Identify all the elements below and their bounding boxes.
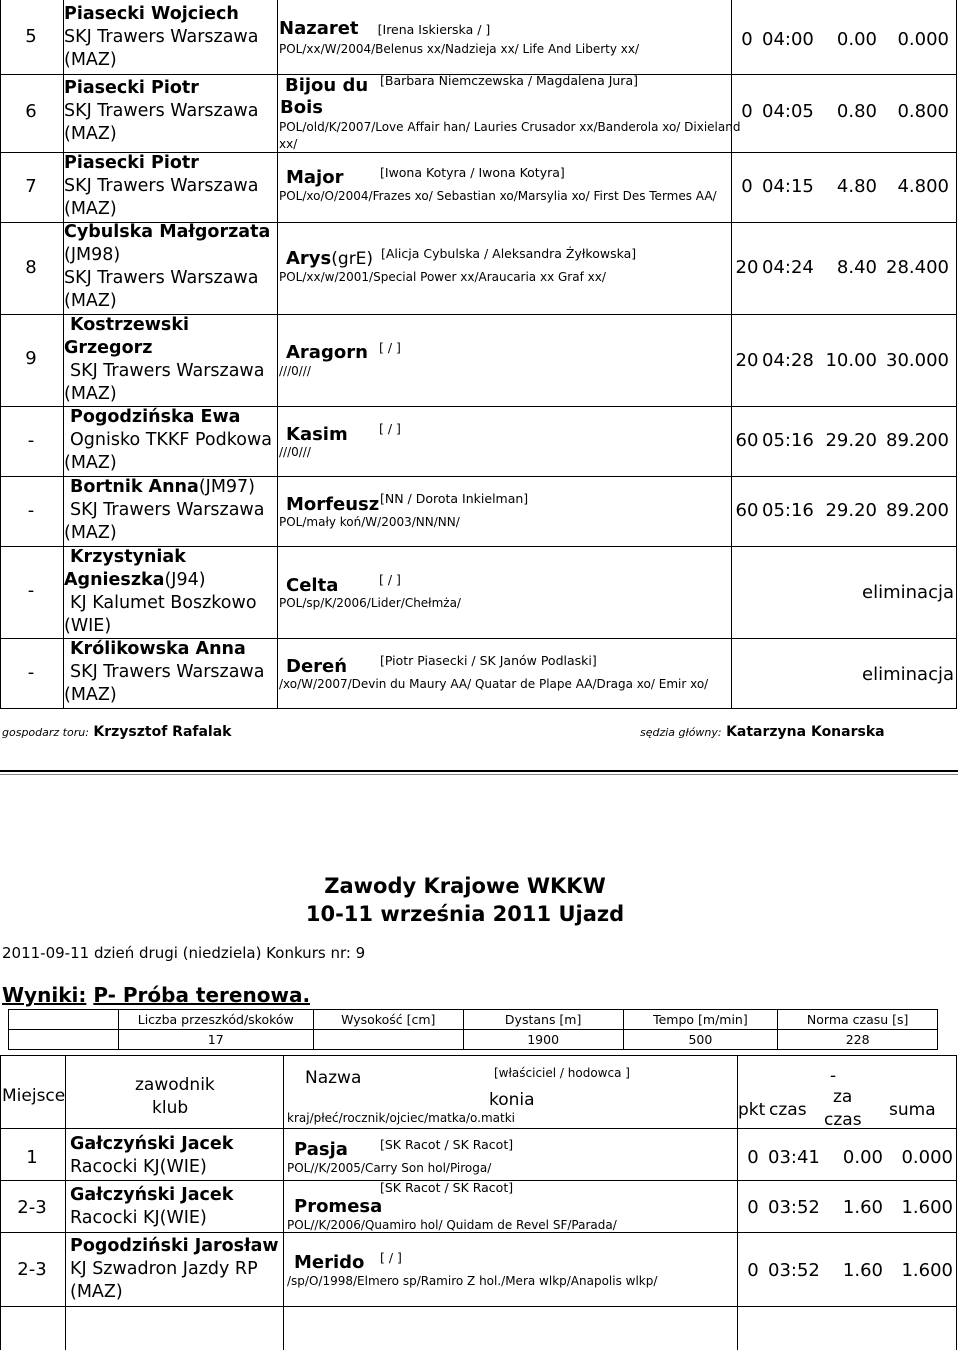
- place: 1: [26, 1147, 38, 1168]
- rider-region: (MAZ): [64, 523, 117, 543]
- results-heading: [2, 983, 310, 1007]
- rider-region: (MAZ): [64, 384, 117, 404]
- param-header: Dystans [m]: [463, 1010, 623, 1030]
- time-penalty: 29.20: [825, 430, 877, 451]
- rider-club: SKJ Trawers Warszawa: [70, 500, 265, 520]
- horse-owner: [Barbara Niemczewska / Magdalena Jura]: [380, 73, 638, 88]
- total: 89.200: [886, 500, 949, 521]
- horse-pedigree: POL/xx/w/2001/Special Power xx/Araucaria xx Graf xx/: [279, 270, 606, 284]
- time: 05:16: [762, 430, 814, 451]
- header-rider: zawodnik: [135, 1075, 215, 1095]
- horse-name: Promesa: [294, 1196, 383, 1217]
- points: 0: [747, 1260, 759, 1281]
- rider-name: Piasecki Wojciech: [64, 4, 239, 24]
- rider-name: Pogodzińska Ewa: [70, 407, 241, 427]
- time-penalty: 0.80: [836, 101, 877, 122]
- horse-owner: [SK Racot / SK Racot]: [380, 1180, 514, 1195]
- horse-name: Celta: [286, 575, 339, 596]
- rider-name: Piasecki Piotr: [64, 153, 199, 173]
- horse-name: Nazaret: [279, 18, 359, 39]
- rider-name-line2: Agnieszka: [64, 570, 165, 590]
- header-horse-name: Nazwa: [305, 1068, 362, 1088]
- rider-cell: [64, 638, 274, 707]
- time-penalty: 10.00: [825, 350, 877, 371]
- rider-club: SKJ Trawers Warszawa: [64, 27, 259, 47]
- rider-club: Ognisko TKKF Podkowa: [70, 430, 273, 450]
- judge-name: Katarzyna Konarska: [726, 724, 885, 740]
- horse-name: Aragorn: [286, 342, 368, 363]
- horse-name: [286, 248, 373, 269]
- rider-name: Gałczyński Jacek: [70, 1134, 234, 1154]
- rider-club: SKJ Trawers Warszawa: [64, 101, 259, 121]
- horse-pedigree: ///0///: [279, 364, 311, 378]
- param-header: Wysokość [cm]: [313, 1010, 463, 1030]
- horse-owner: [NN / Dorota Inkielman]: [380, 491, 529, 506]
- result-cell: [738, 1147, 960, 1168]
- param-value: 17: [118, 1030, 313, 1050]
- points: 60: [735, 500, 759, 521]
- param-value: [313, 1030, 463, 1050]
- horse-pedigree: POL/sp/K/2006/Lider/Chełmża/: [279, 596, 461, 610]
- rider-club: SKJ Trawers Warszawa: [70, 361, 265, 381]
- time: 04:00: [762, 29, 814, 50]
- result-cell: [732, 500, 957, 521]
- header-za: za: [833, 1087, 853, 1107]
- results-name: P- Próba terenowa.: [93, 983, 311, 1007]
- rider-name: Kostrzewski: [70, 315, 189, 335]
- horse-name: Morfeusz: [286, 494, 380, 515]
- param-value: 500: [623, 1030, 778, 1050]
- rider-cell: [64, 77, 274, 146]
- horse-name-text: Arys: [286, 248, 332, 269]
- rider-cell: [64, 221, 274, 313]
- horse-owner: [ / ]: [379, 572, 401, 587]
- rider-region: (MAZ): [64, 50, 117, 70]
- place: 6: [25, 101, 37, 122]
- header-penalty-time: czas: [824, 1110, 862, 1130]
- rider-region: (MAZ): [70, 1282, 123, 1302]
- result-eliminated: eliminacja: [862, 664, 954, 685]
- time-penalty: 4.80: [836, 176, 877, 197]
- page-separator: [0, 770, 958, 772]
- rider-club: SKJ Trawers Warszawa: [64, 268, 259, 288]
- result-cell: [738, 1260, 960, 1281]
- time-penalty: 29.20: [825, 500, 877, 521]
- time: 04:15: [762, 176, 814, 197]
- rider-name: Królikowska Anna: [70, 639, 246, 659]
- horse-pedigree: POL//K/2005/Carry Son hol/Piroga/: [287, 1161, 492, 1175]
- total: 1.600: [901, 1260, 953, 1281]
- host-name: Krzysztof Rafalak: [93, 724, 232, 740]
- place: 5: [25, 26, 37, 47]
- points: 0: [741, 101, 753, 122]
- rider-club: KJ Kalumet Boszkowo: [70, 593, 257, 613]
- horse-name: Pasja: [294, 1139, 348, 1160]
- points: 0: [741, 176, 753, 197]
- points: 60: [735, 430, 759, 451]
- total: 0.000: [897, 29, 949, 50]
- place: -: [27, 430, 35, 451]
- horse-name-suffix: (grE): [331, 249, 374, 269]
- param-header: Liczba przeszkód/skoków: [118, 1010, 313, 1030]
- place: 2-3: [17, 1259, 47, 1280]
- time-penalty: 1.60: [842, 1260, 883, 1281]
- rider-region: (MAZ): [64, 199, 117, 219]
- horse-pedigree: POL/mały koń/W/2003/NN/NN/: [279, 515, 460, 529]
- rider-club: KJ Szwadron Jazdy RP: [70, 1259, 258, 1279]
- rider-name: Bortnik Anna: [70, 477, 199, 497]
- param-value: 1900: [463, 1030, 623, 1050]
- competition-day: 2011-09-11 dzień drugi (niedziela) Konkurs nr: 9: [2, 944, 366, 962]
- horse-name: Kasim: [286, 424, 348, 445]
- horse-pedigree-line2: xx/: [279, 137, 298, 151]
- rider-club: SKJ Trawers Warszawa: [70, 662, 265, 682]
- horse-owner: [Alicja Cybulska / Aleksandra Żyłkowska]: [381, 246, 637, 261]
- time-penalty: 8.40: [836, 257, 877, 278]
- host-signature: [2, 724, 231, 740]
- parameters-value-row: [9, 1030, 938, 1050]
- rider-club: Racocki KJ(WIE): [70, 1208, 207, 1228]
- total: 4.800: [897, 176, 949, 197]
- place: -: [27, 580, 35, 601]
- header-dash: -: [830, 1066, 837, 1086]
- time: 03:52: [768, 1197, 820, 1218]
- header-club: klub: [152, 1098, 189, 1118]
- param-empty: [9, 1010, 119, 1030]
- rider-name: Piasecki Piotr: [64, 78, 199, 98]
- place: -: [27, 500, 35, 521]
- horse-pedigree: /xo/W/2007/Devin du Maury AA/ Quatar de Plape AA/Draga xo/ Emir xo/: [279, 677, 709, 691]
- points: 20: [735, 257, 759, 278]
- param-header: Tempo [m/min]: [623, 1010, 778, 1030]
- result-cell: [738, 1197, 960, 1218]
- header-place: Miejsce: [2, 1086, 66, 1106]
- rider-region: (MAZ): [64, 453, 117, 473]
- rider-cell: [64, 476, 274, 545]
- rider-cell: [70, 1235, 280, 1304]
- rider-region: (MAZ): [64, 291, 117, 311]
- horse-owner: [ / ]: [379, 340, 401, 355]
- place: 8: [25, 257, 37, 278]
- parameters-table: [8, 1009, 938, 1050]
- rider-cell: [64, 3, 274, 72]
- rider-cell: [64, 314, 274, 406]
- place: 2-3: [17, 1197, 47, 1218]
- rider-cell: [64, 406, 274, 475]
- rider-name: Cybulska Małgorzata: [64, 222, 271, 242]
- time: 05:16: [762, 500, 814, 521]
- rider-cell: [64, 152, 274, 221]
- horse-owner: [ / ]: [380, 1250, 402, 1265]
- rider-cell: [70, 1133, 280, 1179]
- points: 20: [735, 350, 759, 371]
- total: 30.000: [886, 350, 949, 371]
- rider-region: (MAZ): [64, 685, 117, 705]
- result-cell: [732, 257, 957, 278]
- result-eliminated: eliminacja: [862, 582, 954, 603]
- points: 0: [747, 1197, 759, 1218]
- rider-birth: (JM98): [64, 245, 121, 265]
- rider-region: (MAZ): [64, 124, 117, 144]
- header-time: czas: [769, 1100, 807, 1120]
- result-cell: [732, 430, 957, 451]
- total: 89.200: [886, 430, 949, 451]
- horse-name: Merido: [294, 1252, 365, 1273]
- horse-pedigree: POL/xx/W/2004/Belenus xx/Nadzieja xx/ Life And Liberty xx/: [279, 42, 640, 56]
- result-cell: [732, 350, 957, 371]
- competition-title: Zawody Krajowe WKKW: [324, 874, 606, 898]
- rider-name-line2: Grzegorz: [64, 338, 153, 358]
- horse-name-line2: Bois: [280, 97, 323, 118]
- host-label: gospodarz toru:: [2, 726, 89, 739]
- horse-owner: [Iwona Kotyra / Iwona Kotyra]: [380, 165, 565, 180]
- horse-pedigree: POL//K/2006/Quamiro hol/ Quidam de Revel SF/Parada/: [287, 1218, 617, 1232]
- result-cell: [732, 29, 957, 50]
- time: 03:41: [768, 1147, 820, 1168]
- horse-owner: [ / ]: [379, 421, 401, 436]
- judge-signature: [640, 724, 885, 740]
- result-cell: [732, 101, 957, 122]
- rider-region: (WIE): [64, 616, 112, 636]
- rider-birth: (J94): [164, 570, 206, 590]
- rider-birth: (JM97): [198, 477, 256, 497]
- rider-name: Gałczyński Jacek: [70, 1185, 234, 1205]
- param-empty: [9, 1030, 119, 1050]
- param-header: Norma czasu [s]: [778, 1010, 938, 1030]
- header-horse: konia: [489, 1090, 535, 1110]
- rider-name: Krzystyniak: [70, 547, 186, 567]
- total: 28.400: [886, 257, 949, 278]
- header-total: suma: [889, 1100, 936, 1120]
- horse-name: Major: [286, 167, 344, 188]
- points: 0: [747, 1147, 759, 1168]
- horse-name: Bijou du: [285, 75, 369, 96]
- horse-owner: [SK Racot / SK Racot]: [380, 1137, 514, 1152]
- competition-dates: 10-11 września 2011 Ujazd: [305, 902, 625, 926]
- header-owner: [właściciel / hodowca ]: [494, 1066, 630, 1080]
- time: 04:28: [762, 350, 814, 371]
- horse-name: Dereń: [286, 656, 348, 677]
- horse-owner: [Piotr Piasecki / SK Janów Podlaski]: [380, 653, 597, 668]
- rider-name: Pogodziński Jarosław: [70, 1236, 279, 1256]
- time-penalty: 0.00: [836, 29, 877, 50]
- time: 04:24: [762, 257, 814, 278]
- time-penalty: 0.00: [842, 1147, 883, 1168]
- time: 03:52: [768, 1260, 820, 1281]
- header-points: pkt: [738, 1100, 766, 1120]
- rider-cell: [64, 546, 274, 638]
- horse-pedigree: POL/old/K/2007/Love Affair han/ Lauries Crusador xx/Banderola xo/ Dixieland: [279, 120, 741, 134]
- result-cell: [732, 176, 957, 197]
- place: 9: [25, 348, 37, 369]
- rider-club: Racocki KJ(WIE): [70, 1157, 207, 1177]
- judge-label: sędzia główny:: [640, 726, 722, 739]
- time: 04:05: [762, 101, 814, 122]
- page-separator-shadow: [0, 774, 958, 775]
- total: 0.800: [897, 101, 949, 122]
- horse-pedigree: /sp/O/1998/Elmero sp/Ramiro Z hol./Mera wlkp/Anapolis wlkp/: [287, 1274, 658, 1288]
- place: 7: [25, 176, 37, 197]
- points: 0: [741, 29, 753, 50]
- total: 0.000: [901, 1147, 953, 1168]
- horse-cell: [279, 18, 729, 39]
- rider-cell: [70, 1184, 280, 1230]
- horse-pedigree: POL/xo/O/2004/Frazes xo/ Sebastian xo/Marsylia xo/ First Des Termes AA/: [279, 189, 717, 203]
- header-pedigree: kraj/płeć/rocznik/ojciec/matka/o.matki: [287, 1111, 515, 1125]
- parameters-header-row: [9, 1010, 938, 1030]
- time-penalty: 1.60: [842, 1197, 883, 1218]
- results-label: Wyniki:: [2, 983, 87, 1007]
- total: 1.600: [901, 1197, 953, 1218]
- rider-club: SKJ Trawers Warszawa: [64, 176, 259, 196]
- horse-pedigree: ///0///: [279, 445, 311, 459]
- param-value: 228: [778, 1030, 938, 1050]
- horse-owner: [Irena Iskierska / ]: [377, 22, 491, 37]
- place: -: [27, 662, 35, 683]
